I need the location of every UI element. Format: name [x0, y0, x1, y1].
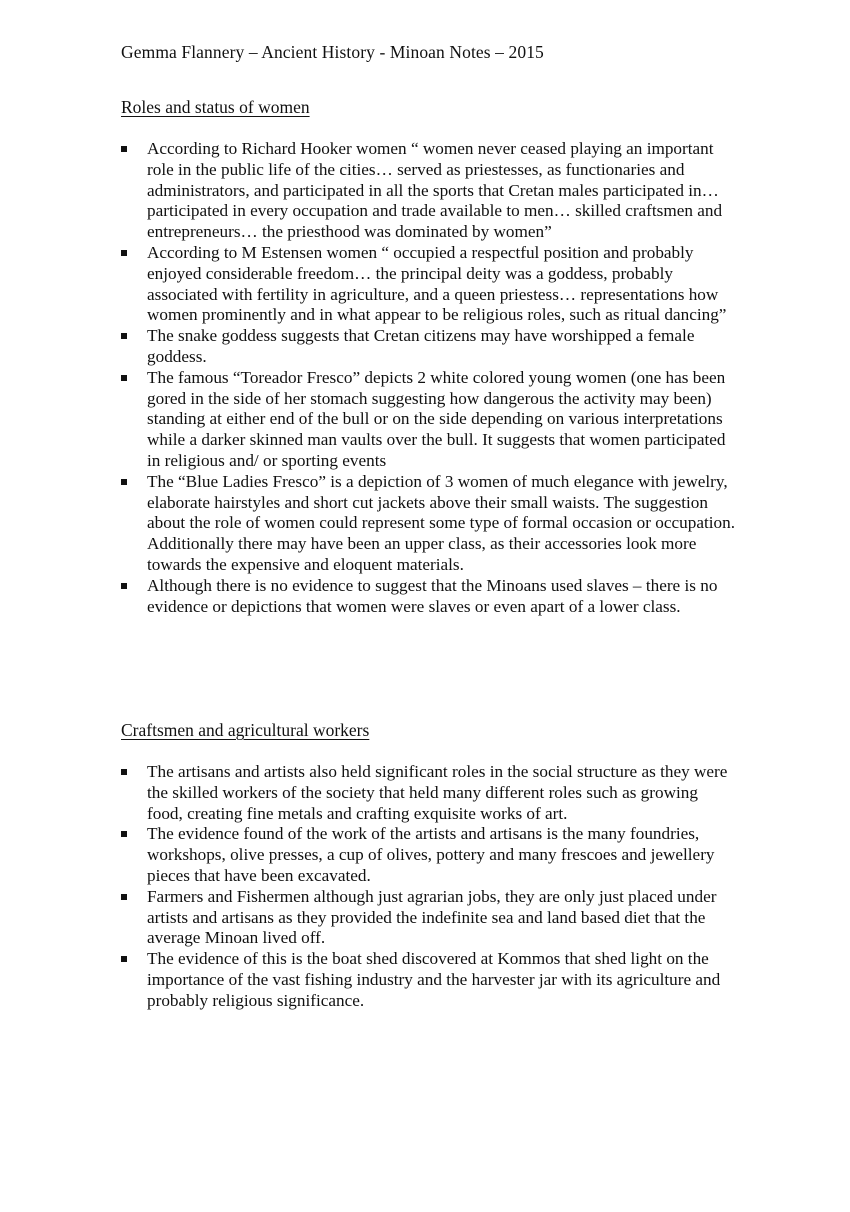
square-bullet-icon — [121, 831, 127, 837]
square-bullet-icon — [121, 250, 127, 256]
list-item-text: According to Richard Hooker women “ women never ceased playing an important role in the public life of the cities… served as priestesses, as functionaries and administrators, and participated in all the sports that Cretan males participated in… participated in every occupation and trade available to men… skilled craftsmen and entrepreneurs… the priesthood was dominated by women” — [147, 139, 723, 242]
list-item — [147, 243, 737, 326]
list-item-text: According to M Estensen women “ occupied a respectful position and probably enjoyed considerable freedom… the principal deity was a goddess, probably associated with fertility in agriculture, and a queen priestess… representations how women prominently and in what appear to be religious roles, such as ritual dancing” — [147, 242, 727, 325]
square-bullet-icon — [121, 146, 127, 152]
list-item — [147, 824, 737, 886]
square-bullet-icon — [121, 769, 127, 775]
list-item — [147, 949, 737, 1011]
document-header: Gemma Flannery – Ancient History - Minoan Notes – 2015 — [121, 42, 544, 62]
square-bullet-icon — [121, 894, 127, 900]
list-item — [147, 326, 737, 368]
square-bullet-icon — [121, 375, 127, 381]
list-item — [147, 762, 737, 824]
square-bullet-icon — [121, 333, 127, 339]
section-title-craftsmen-agricultural-workers: Craftsmen and agricultural workers — [121, 720, 370, 740]
bullet-list-roles-of-women — [0, 139, 850, 617]
list-item-text: The famous “Toreador Fresco” depicts 2 white colored young women (one has been gored in the side of her stomach suggesting how dangerous the activity may been) standing at either end of the bull or on the side depending on various interpretations while a darker skinned man vaults over the bull. It suggests that women participated in religious and/ or sporting events — [147, 367, 726, 470]
square-bullet-icon — [121, 479, 127, 485]
list-item — [147, 368, 737, 472]
list-item-text: The artisans and artists also held significant roles in the social structure as they were the skilled workers of the society that held many different roles such as growing food, creating fine metals and crafting exquisite works of art. — [147, 762, 728, 823]
bullet-list-craftsmen — [0, 762, 850, 1012]
list-item — [147, 139, 737, 243]
list-item — [147, 576, 737, 618]
list-item-text: The snake goddess suggests that Cretan citizens may have worshipped a female goddess. — [147, 326, 695, 366]
section-title-roles-of-women: Roles and status of women — [121, 97, 310, 117]
list-item — [147, 472, 737, 576]
list-item — [147, 887, 737, 949]
list-item-text: Farmers and Fishermen although just agrarian jobs, they are only just placed under artists and artisans as they provided the indefinite sea and land based diet that the average Minoan lived off. — [147, 886, 717, 948]
list-item-text: Although there is no evidence to suggest that the Minoans used slaves – there is no evidence or depictions that women were slaves or even apart of a lower class. — [147, 575, 718, 616]
square-bullet-icon — [121, 956, 127, 962]
list-item-text: The evidence of this is the boat shed discovered at Kommos that shed light on the importance of the vast fishing industry and the harvester jar with its agriculture and probably religious significance. — [147, 949, 721, 1010]
list-item-text: The evidence found of the work of the artists and artisans is the many foundries, workshops, olive presses, a cup of olives, pottery and many frescoes and jewellery pieces that have been excavated. — [147, 824, 715, 885]
list-item-text: The “Blue Ladies Fresco” is a depiction of 3 women of much elegance with jewelry, elaborate hairstyles and short cut jackets above their small waists. The suggestion about the role of women could represent some type of formal occasion or occupation. Additionally there may have been an upper class, as their accessories look more towards the expensive and eloquent materials. — [147, 471, 736, 574]
square-bullet-icon — [121, 583, 127, 589]
